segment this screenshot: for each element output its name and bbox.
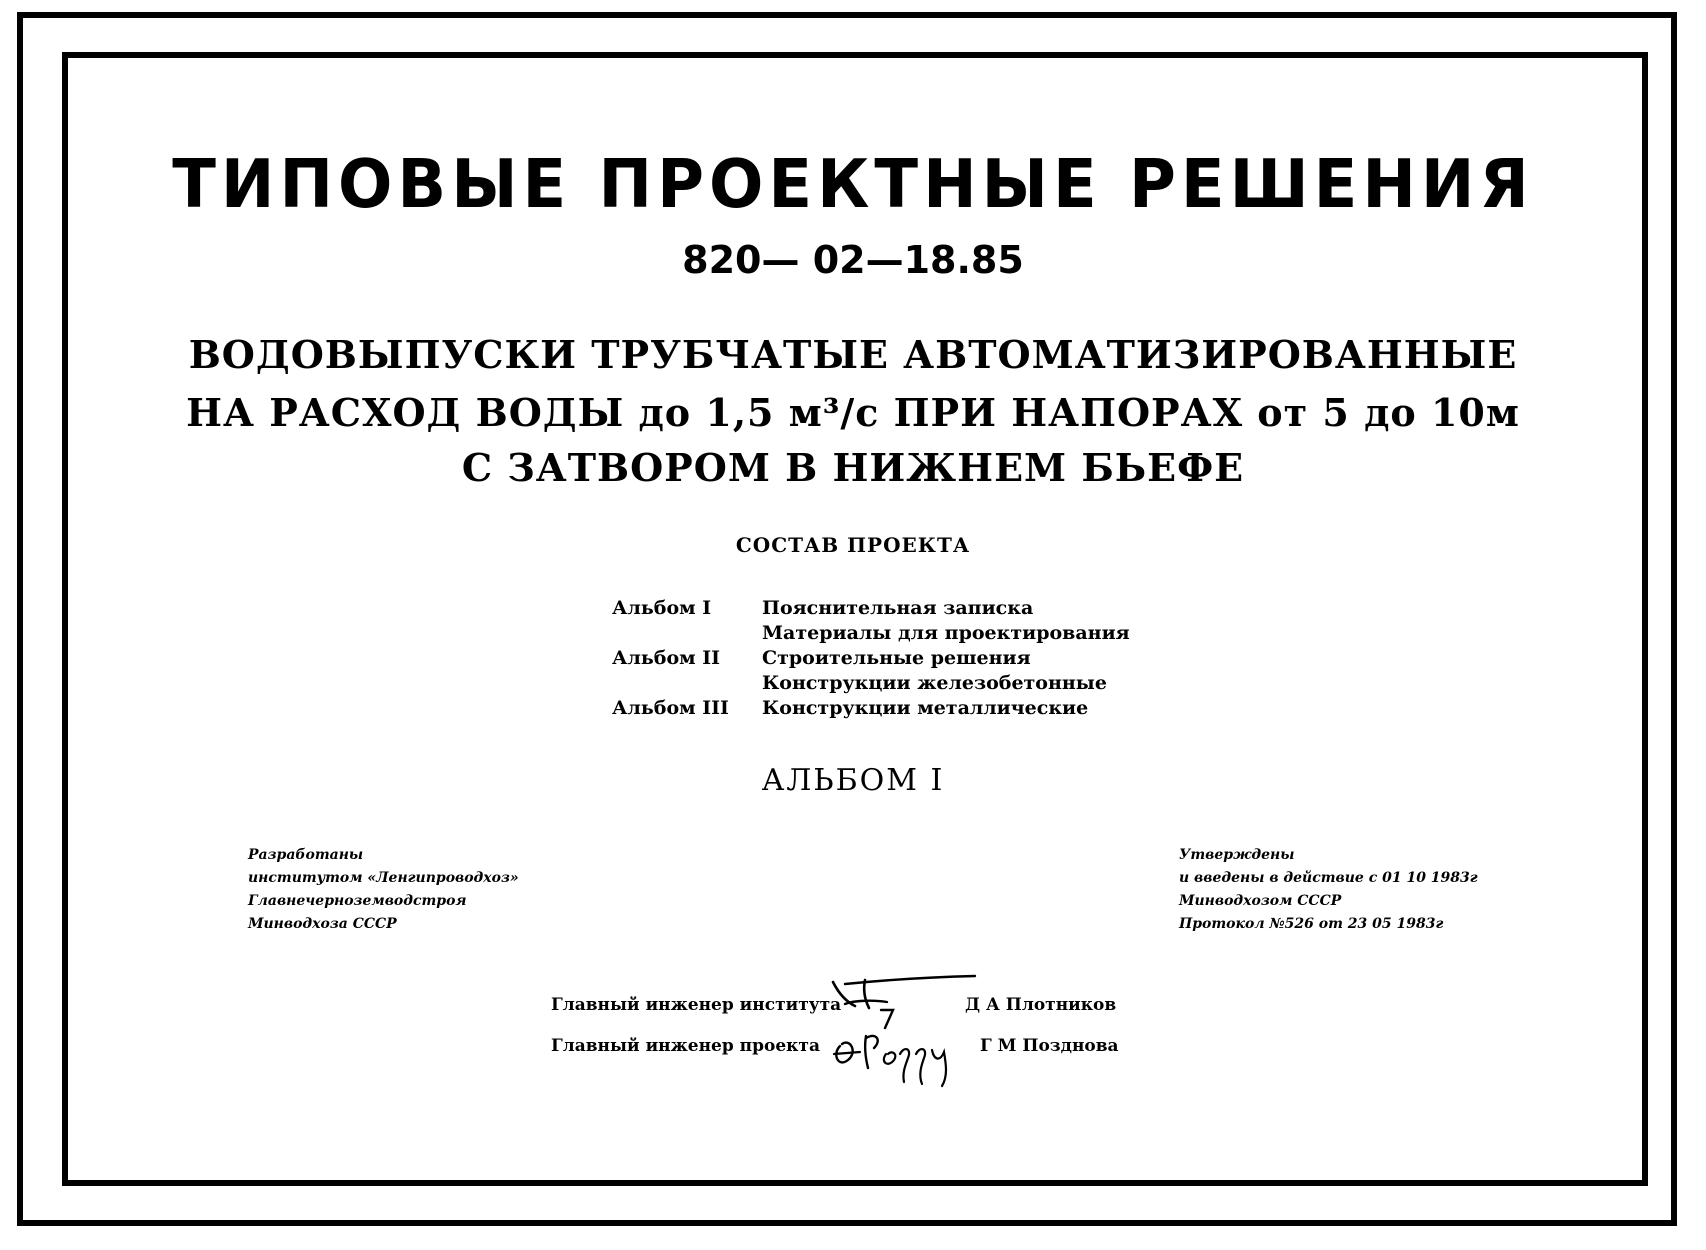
developed-by-line: институтом «Ленгипроводхоз» [248,870,519,886]
album-item: Конструкции железобетонные [762,672,1107,694]
signature-name-pozdnova: Г М Позднова [980,1036,1119,1056]
developed-by-line: Главнечерноземводстроя [248,893,467,909]
subtitle-line-1: ВОДОВЫПУСКИ ТРУБЧАТЫЕ АВТОМАТИЗИРОВАННЫЕ [188,332,1518,377]
approved-by-line: Минводхозом СССР [1179,893,1342,909]
album-row [612,596,1130,621]
album-item: Конструкции металлические [762,697,1089,719]
subtitle-line-2: НА РАСХОД ВОДЫ до 1,5 м³/с ПРИ НАПОРАХ от 5 до 10м [186,390,1520,435]
album-number: Альбом I [612,597,712,619]
document-code: 820— 02—18.85 [682,238,1024,282]
signature-role-chief-engineer-project: Главный инженер проекта [551,1036,820,1056]
approved-by-line: и введены в действие с 01 10 1983г [1179,870,1478,886]
developed-by-line: Разработаны [248,847,364,863]
signature-name-plotnikov: Д А Плотников [965,995,1117,1015]
approved-by-line: Утверждены [1179,847,1295,863]
subtitle-line-3: С ЗАТВОРОМ В НИЖНЕМ БЬЕФЕ [461,445,1245,490]
album-item: Материалы для проектирования [762,622,1130,644]
current-album-label: АЛЬБОМ I [761,763,945,798]
album-item: Пояснительная записка [762,597,1034,619]
album-row [612,621,1130,646]
albums-list [612,596,1130,721]
approved-by-block [1179,844,1478,936]
album-row [612,696,1130,721]
approved-by-line: Протокол №526 от 23 05 1983г [1179,916,1444,932]
album-item: Строительные решения [762,647,1031,669]
document-title: ТИПОВЫЕ ПРОЕКТНЫЕ РЕШЕНИЯ [172,146,1534,224]
signature-pozdnova-handwritten [830,1024,980,1089]
signature-role-chief-engineer-institute: Главный инженер института [551,995,842,1015]
developed-by-block [248,844,519,936]
signature-plotnikov-handwritten [825,972,980,1032]
album-row [612,671,1130,696]
album-number: Альбом II [612,647,721,669]
developed-by-line: Минводхоза СССР [248,916,397,932]
album-row [612,646,1130,671]
composition-heading: СОСТАВ ПРОЕКТА [735,533,971,557]
album-number: Альбом III [612,697,729,719]
